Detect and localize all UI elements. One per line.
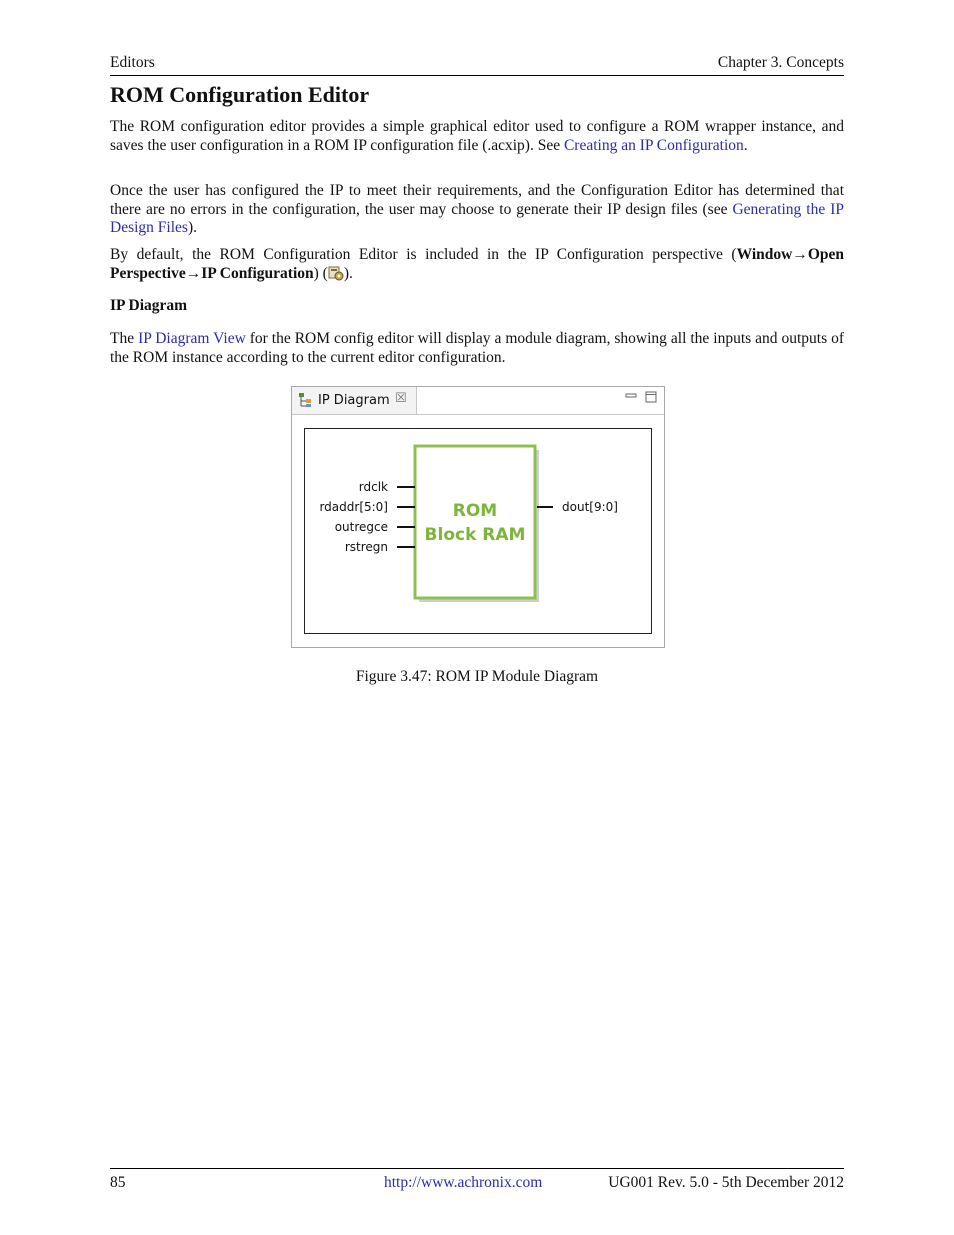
paragraph-generate-text: Once the user has configured the IP to meet their requirements, and the Configuration Editor has determined that there are no errors in the configuration, the user may choose to generate their IP design files (see bbox=[110, 182, 844, 218]
page-number: 85 bbox=[110, 1174, 126, 1191]
paragraph-generate-tail: ). bbox=[187, 219, 197, 236]
section-title: ROM Configuration Editor bbox=[110, 82, 370, 107]
link-ip-diagram-view[interactable]: IP Diagram View bbox=[138, 330, 246, 347]
paragraph-intro-tail: . bbox=[743, 136, 748, 154]
menu-ip-configuration: IP Configuration bbox=[201, 264, 314, 282]
paragraph-perspective-mid: ) ( bbox=[313, 264, 328, 282]
header-right: Chapter 3. Concepts bbox=[717, 54, 844, 71]
input-port-label: rstregn bbox=[344, 540, 388, 554]
tab-ip-diagram[interactable] bbox=[292, 387, 417, 414]
paragraph-intro bbox=[110, 118, 844, 155]
paragraph-intro-text: The ROM configuration editor provides a simple graphical editor used to configure a ROM wrapper instance, and saves the user configuration in a ROM IP configuration file (.acxip). See bbox=[110, 118, 844, 154]
header-rule bbox=[110, 75, 844, 76]
maximize-icon[interactable] bbox=[645, 391, 657, 403]
view-tab-bar bbox=[292, 387, 664, 415]
close-tab-icon[interactable]: ☒ bbox=[395, 391, 407, 406]
paragraph-ip-diagram-post: for the ROM config editor will display a module diagram, showing all the inputs and outputs of the ROM instance according to the current editor configuration. bbox=[110, 330, 844, 366]
menu-arrow: → bbox=[792, 246, 808, 263]
footer-doc-id: UG001 Rev. 5.0 - 5th December 2012 bbox=[608, 1174, 844, 1191]
block-label-line1: ROM bbox=[452, 501, 498, 521]
input-port-label: rdclk bbox=[358, 480, 388, 494]
input-port-label: outregce bbox=[334, 520, 388, 534]
menu-arrow: → bbox=[185, 264, 202, 282]
figure-caption: Figure 3.47: ROM IP Module Diagram bbox=[355, 668, 599, 685]
rom-block[interactable] bbox=[415, 446, 535, 598]
minimize-icon[interactable] bbox=[625, 391, 637, 403]
paragraph-ip-diagram bbox=[110, 330, 844, 367]
menu-open-perspective: Open Perspective bbox=[110, 246, 844, 282]
link-generating-design-files[interactable]: Generating the IP Design Files bbox=[110, 200, 844, 236]
paragraph-ip-diagram-pre: The bbox=[110, 330, 139, 347]
paragraph-perspective-tail: ). bbox=[343, 264, 353, 282]
ip-diagram-view bbox=[291, 386, 665, 648]
input-ports bbox=[319, 480, 415, 554]
diagram-canvas bbox=[304, 428, 652, 634]
footer-rule bbox=[110, 1168, 844, 1169]
tab-label: IP Diagram bbox=[318, 393, 390, 408]
module-diagram bbox=[305, 429, 651, 633]
paragraph-generate bbox=[110, 182, 844, 238]
input-port-label: rdaddr[5:0] bbox=[319, 500, 388, 514]
header-left: Editors bbox=[110, 54, 155, 71]
tree-view-icon bbox=[297, 392, 313, 408]
output-ports bbox=[537, 500, 618, 514]
output-port-label: dout[9:0] bbox=[562, 500, 618, 514]
menu-window: Window bbox=[736, 246, 793, 263]
paragraph-perspective-text: By default, the ROM Configuration Editor is included in the IP Configuration perspective ( bbox=[110, 246, 737, 263]
block-label-line2: Block RAM bbox=[424, 525, 526, 545]
paragraph-perspective bbox=[110, 246, 844, 283]
footer-url-link[interactable]: http://www.achronix.com bbox=[384, 1174, 543, 1191]
link-creating-ip-configuration[interactable]: Creating an IP Configuration bbox=[563, 136, 744, 154]
ip-perspective-icon bbox=[328, 265, 344, 281]
subheading-ip-diagram: IP Diagram bbox=[110, 297, 188, 314]
